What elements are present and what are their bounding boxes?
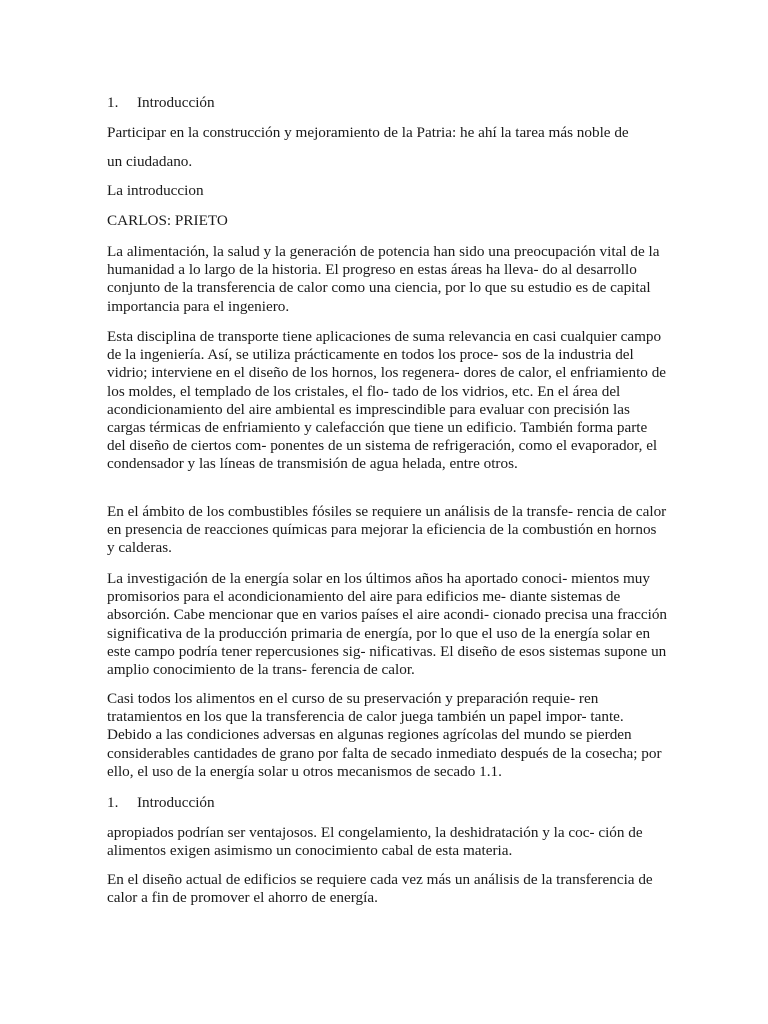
body-paragraph: Casi todos los alimentos en el curso de su preservación y preparación requie- ren tratamientos en los que la transferencia de calor juega también un papel impor- tante. Debido a las condiciones adversas en algunas regiones agrícolas del mundo se pierden considerables cantidades de grano por falta de secado inmediato después de la cosecha; por ello, el uso de la energía solar u otros mecanismos de secado 1.1. bbox=[107, 690, 662, 780]
body-paragraph: En el ámbito de los combustibles fósiles se requiere un análisis de la transfe- rencia de calor en presencia de reacciones químicas para mejorar la eficiencia de la combustión en hornos y calderas. bbox=[107, 503, 667, 557]
body-paragraph: apropiados podrían ser ventajosos. El congelamiento, la deshidratación y la coc- ción de alimentos exigen asimismo un conocimiento cabal de esta materia. bbox=[107, 824, 643, 860]
epigraph-line: Participar en la construcción y mejoramiento de la Patria: he ahí la tarea más noble de bbox=[107, 124, 629, 141]
section-number: 1. bbox=[107, 794, 119, 811]
section-heading bbox=[107, 794, 667, 812]
body-paragraph: La alimentación, la salud y la generación de potencia han sido una preocupación vital de la humanidad a lo largo de la historia. El progreso en estas áreas ha lleva- do al desarrollo conjunto de la transferencia de calor como una ciencia, por lo que su estudio es de capital importancia para el ingeniero. bbox=[107, 243, 660, 315]
author-name: CARLOS: PRIETO bbox=[107, 212, 228, 229]
body-paragraph: Esta disciplina de transporte tiene aplicaciones de suma relevancia en casi cualquier campo de la ingeniería. Así, se utiliza prácticamente en todos los proce- sos de la industria del vidrio; interviene en el diseño de los hornos, los regenera- dores de calor, el enfriamiento de los moldes, el templado de los cristales, el flo- tado de los vidrios, etc. En el área del acondicionamiento del aire ambiental es imprescindible para evaluar con precisión las cargas térmicas de enfriamiento y calefacción que tiene un edificio. También forma parte del diseño de ciertos com- ponentes de un sistema de refrigeración, como el evaporador, el condensador y las líneas de transmisión de agua helada, entre otros. bbox=[107, 328, 667, 473]
section-heading bbox=[107, 94, 667, 112]
body-paragraph: La investigación de la energía solar en los últimos años ha aportado conoci- mientos muy promisorios para el acondicionamiento del aire para edificios me- diante sistemas de absorción. Cabe mencionar que en varios países el aire acondi- cionado precisa una fracción significativa de la producción primaria de energía, por lo que el uso de la energía solar en este campo podría tener repercusiones sig- nificativas. El diseño de esos sistemas supone un amplio conocimiento de la trans- ferencia de calor. bbox=[107, 570, 668, 679]
section-number: 1. bbox=[107, 94, 119, 111]
body-paragraph: En el diseño actual de edificios se requiere cada vez más un análisis de la transferencia de calor a fin de promover el ahorro de energía. bbox=[107, 871, 653, 907]
section-title: Introducción bbox=[137, 94, 215, 111]
intro-label: La introduccion bbox=[107, 182, 204, 199]
epigraph-line: un ciudadano. bbox=[107, 153, 193, 170]
section-title: Introducción bbox=[137, 794, 215, 811]
